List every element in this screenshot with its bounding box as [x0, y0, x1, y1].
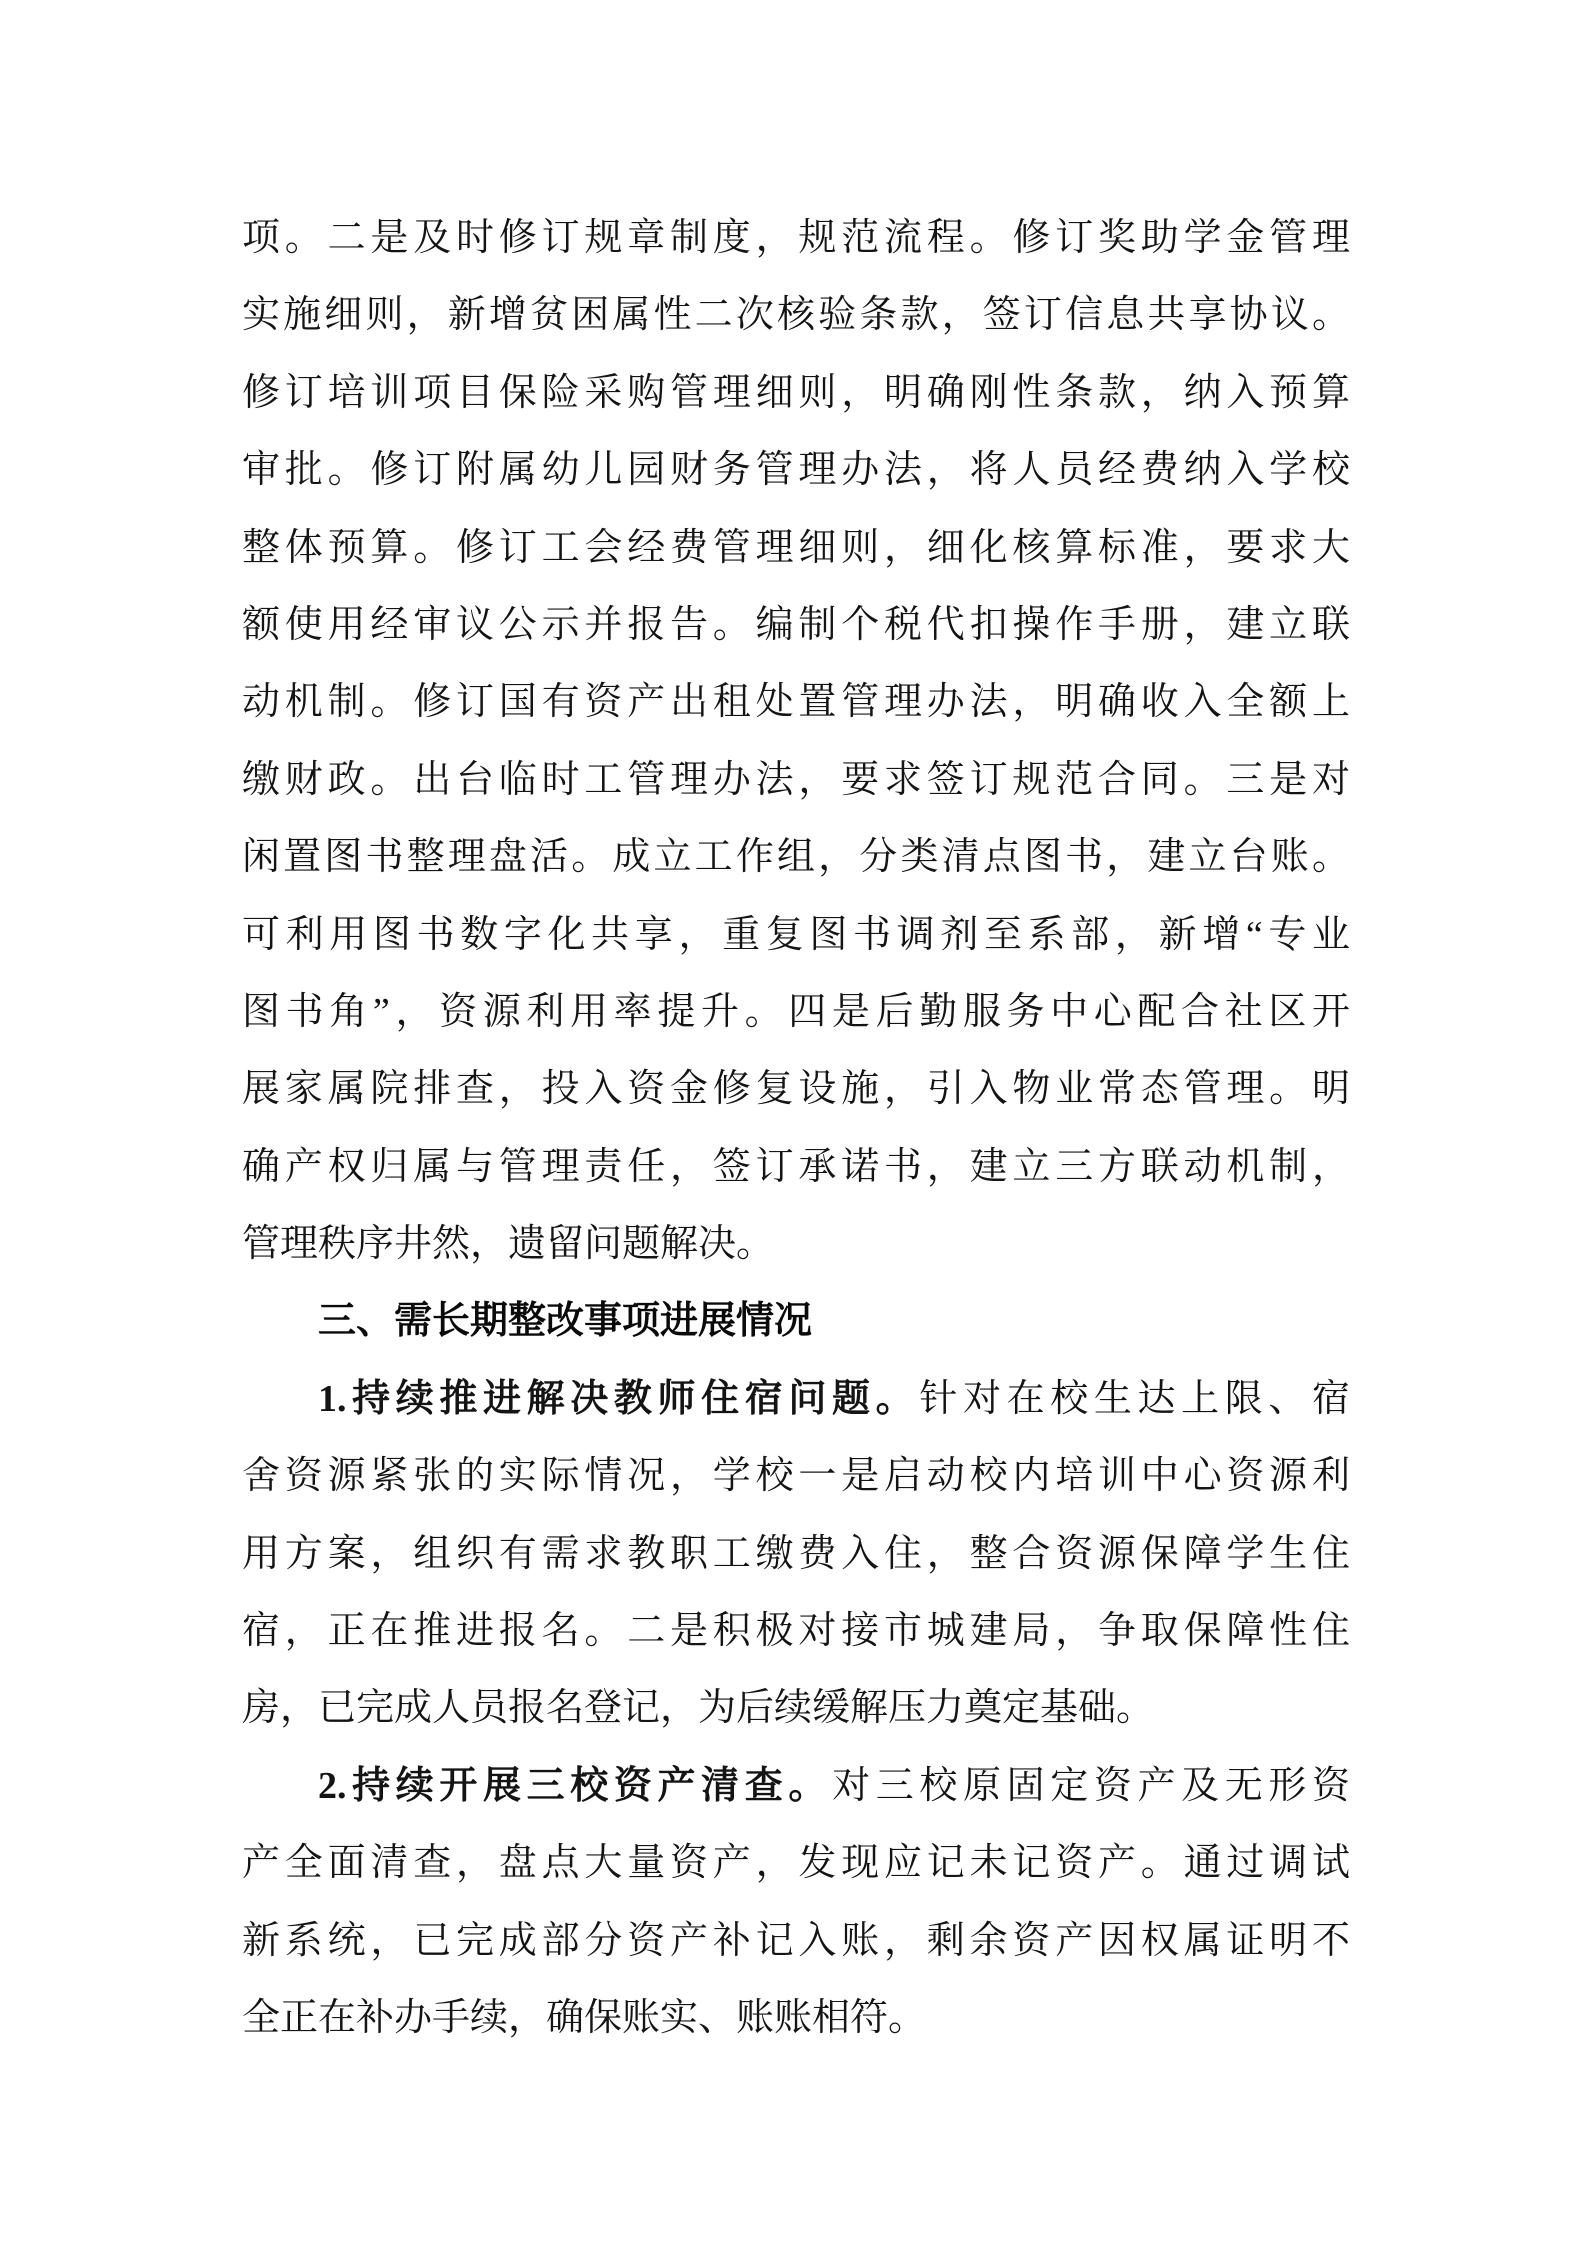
- text-line: [242, 1825, 1350, 1902]
- text-segment: 实施细则，新增贫困属性二次核验条款，签订信息共享协议。: [242, 294, 1350, 337]
- text-line: [242, 200, 1350, 277]
- text-segment: 针对在校生达上限、宿: [919, 1377, 1350, 1420]
- text-segment: 用方案，组织有需求教职工缴费入住，整合资源保障学生住: [242, 1532, 1350, 1575]
- section-heading: 三、需长期整改事项进展情况: [318, 1300, 813, 1343]
- text-line: [242, 1438, 1350, 1515]
- text-line: [242, 1516, 1350, 1593]
- text-line: [242, 510, 1350, 587]
- text-line: [242, 742, 1350, 819]
- text-line: [242, 1670, 1350, 1747]
- text-line: [242, 897, 1350, 974]
- section-heading: [242, 1283, 1350, 1360]
- text-segment: 额使用经审议公示并报告。编制个税代扣操作手册，建立联: [242, 603, 1350, 646]
- text-segment: 管理秩序井然，遗留问题解决。: [242, 1223, 775, 1266]
- text-segment: 审批。修订附属幼儿园财务管理办法，将人员经费纳入学校: [242, 449, 1350, 492]
- text-segment: 动机制。修订国有资产出租处置管理办法，明确收入全额上: [242, 681, 1350, 724]
- text-segment: 宿，正在推进报名。二是积极对接市城建局，争取保障性住: [242, 1610, 1350, 1653]
- text-segment: 闲置图书整理盘活。成立工作组，分类清点图书，建立台账。: [242, 836, 1350, 879]
- text-line: [242, 1593, 1350, 1670]
- text-segment: 舍资源紧张的实际情况，学校一是启动校内培训中心资源利: [242, 1455, 1350, 1498]
- text-segment: 图书角”，资源利用率提升。四是后勤服务中心配合社区开: [242, 990, 1350, 1033]
- text-line: [242, 1748, 1350, 1825]
- text-line: [242, 974, 1350, 1051]
- text-line: [242, 819, 1350, 896]
- text-segment: 房，已完成人员报名登记，为后续缓解压力奠定基础。: [242, 1687, 1155, 1730]
- text-segment: 全正在补办手续，确保账实、账账相符。: [242, 1996, 927, 2039]
- text-line: [242, 587, 1350, 664]
- text-segment: 缴财政。出台临时工管理办法，要求签订规范合同。三是对: [242, 758, 1350, 801]
- text-line: [242, 1206, 1350, 1283]
- text-segment: 确产权归属与管理责任，签订承诺书，建立三方联动机制，: [242, 1145, 1350, 1188]
- text-line: [242, 664, 1350, 741]
- text-line: [242, 355, 1350, 432]
- text-line: [242, 1980, 1350, 2057]
- text-line: [242, 1129, 1350, 1206]
- text-line: [242, 1051, 1350, 1128]
- text-segment: 修订培训项目保险采购管理细则，明确刚性条款，纳入预算: [242, 371, 1350, 414]
- document-body: [242, 200, 1350, 2057]
- text-segment: 整体预算。修订工会经费管理细则，细化核算标准，要求大: [242, 526, 1350, 569]
- text-segment: 可利用图书数字化共享，重复图书调剂至系部，新增“专业: [242, 913, 1350, 956]
- text-segment: 新系统，已完成部分资产补记入账，剩余资产因权属证明不: [242, 1919, 1350, 1962]
- item-lead-bold: 1.持续推进解决教师住宿问题。: [318, 1377, 920, 1420]
- text-segment: 项。二是及时修订规章制度，规范流程。修订奖助学金管理: [242, 217, 1350, 259]
- text-segment: 对三校原固定资产及无形资: [832, 1764, 1350, 1807]
- text-line: [242, 432, 1350, 509]
- text-line: [242, 1903, 1350, 1980]
- text-segment: 展家属院排查，投入资金修复设施，引入物业常态管理。明: [242, 1068, 1350, 1111]
- text-segment: 产全面清查，盘点大量资产，发现应记未记资产。通过调试: [242, 1842, 1350, 1885]
- text-line: [242, 277, 1350, 354]
- text-line: [242, 1361, 1350, 1438]
- item-lead-bold: 2.持续开展三校资产清查。: [318, 1764, 833, 1807]
